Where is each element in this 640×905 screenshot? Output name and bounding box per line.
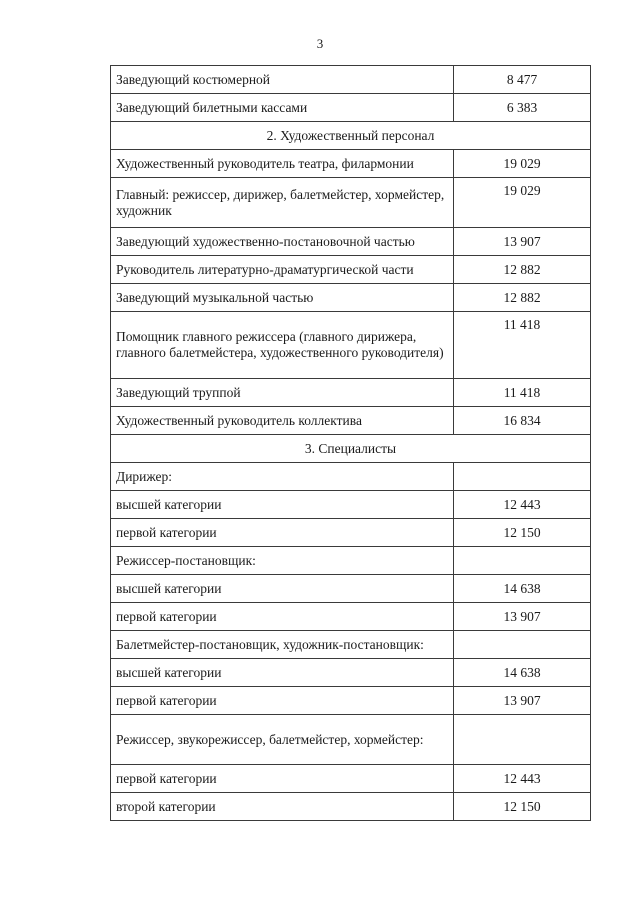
category-name: высшей категории bbox=[111, 491, 454, 519]
position-name: Помощник главного режиссера (главного дирижера, главного балетмейстера, художественного руководителя) bbox=[111, 312, 454, 379]
section-heading: 3. Специалисты bbox=[111, 435, 591, 463]
group-name: Режиссер-постановщик: bbox=[111, 547, 454, 575]
position-name: Руководитель литературно-драматургической части bbox=[111, 256, 454, 284]
table-row bbox=[111, 463, 591, 491]
table-row bbox=[111, 178, 591, 228]
category-name: первой категории bbox=[111, 519, 454, 547]
category-name: первой категории bbox=[111, 687, 454, 715]
page-number: 3 bbox=[316, 36, 324, 51]
table-row bbox=[111, 765, 591, 793]
table-row bbox=[111, 575, 591, 603]
category-name: первой категории bbox=[111, 765, 454, 793]
table-row bbox=[111, 659, 591, 687]
position-value: 13 907 bbox=[454, 603, 591, 631]
section-heading: 2. Художественный персонал bbox=[111, 122, 591, 150]
category-name: высшей категории bbox=[111, 659, 454, 687]
section-heading-row bbox=[111, 122, 591, 150]
position-value: 12 443 bbox=[454, 491, 591, 519]
table-row bbox=[111, 491, 591, 519]
position-value bbox=[454, 715, 591, 765]
table-row bbox=[111, 687, 591, 715]
position-value bbox=[454, 631, 591, 659]
position-value: 12 882 bbox=[454, 284, 591, 312]
table-row bbox=[111, 228, 591, 256]
group-name: Балетмейстер-постановщик, художник-постановщик: bbox=[111, 631, 454, 659]
table-row bbox=[111, 715, 591, 765]
position-value: 13 907 bbox=[454, 228, 591, 256]
position-value: 12 150 bbox=[454, 793, 591, 821]
position-value: 6 383 bbox=[454, 94, 591, 122]
table-row bbox=[111, 284, 591, 312]
position-name: Заведующий билетными кассами bbox=[111, 94, 454, 122]
table-row bbox=[111, 519, 591, 547]
table-row bbox=[111, 631, 591, 659]
position-value: 14 638 bbox=[454, 659, 591, 687]
table-row bbox=[111, 547, 591, 575]
position-value: 11 418 bbox=[454, 379, 591, 407]
position-value bbox=[454, 547, 591, 575]
table-row bbox=[111, 793, 591, 821]
position-name: Заведующий художественно-постановочной частью bbox=[111, 228, 454, 256]
category-name: высшей категории bbox=[111, 575, 454, 603]
position-value: 13 907 bbox=[454, 687, 591, 715]
position-name: Художественный руководитель коллектива bbox=[111, 407, 454, 435]
category-name: первой категории bbox=[111, 603, 454, 631]
position-value: 19 029 bbox=[454, 150, 591, 178]
category-name: второй категории bbox=[111, 793, 454, 821]
position-value: 14 638 bbox=[454, 575, 591, 603]
position-name: Заведующий труппой bbox=[111, 379, 454, 407]
position-value: 12 882 bbox=[454, 256, 591, 284]
position-value: 8 477 bbox=[454, 66, 591, 94]
position-value: 19 029 bbox=[454, 178, 591, 228]
table-row bbox=[111, 603, 591, 631]
position-value: 12 443 bbox=[454, 765, 591, 793]
table-row bbox=[111, 66, 591, 94]
position-value bbox=[454, 463, 591, 491]
group-name: Дирижер: bbox=[111, 463, 454, 491]
position-name: Главный: режиссер, дирижер, балетмейстер, хормейстер, художник bbox=[111, 178, 454, 228]
position-name: Заведующий музыкальной частью bbox=[111, 284, 454, 312]
table-row bbox=[111, 379, 591, 407]
table-row bbox=[111, 312, 591, 379]
position-value: 11 418 bbox=[454, 312, 591, 379]
table-row bbox=[111, 407, 591, 435]
group-name: Режиссер, звукорежиссер, балетмейстер, хормейстер: bbox=[111, 715, 454, 765]
position-name: Художественный руководитель театра, филармонии bbox=[111, 150, 454, 178]
table-row bbox=[111, 256, 591, 284]
position-value: 12 150 bbox=[454, 519, 591, 547]
table-row bbox=[111, 150, 591, 178]
position-name: Заведующий костюмерной bbox=[111, 66, 454, 94]
salary-table bbox=[110, 65, 591, 821]
position-value: 16 834 bbox=[454, 407, 591, 435]
section-heading-row bbox=[111, 435, 591, 463]
table-row bbox=[111, 94, 591, 122]
